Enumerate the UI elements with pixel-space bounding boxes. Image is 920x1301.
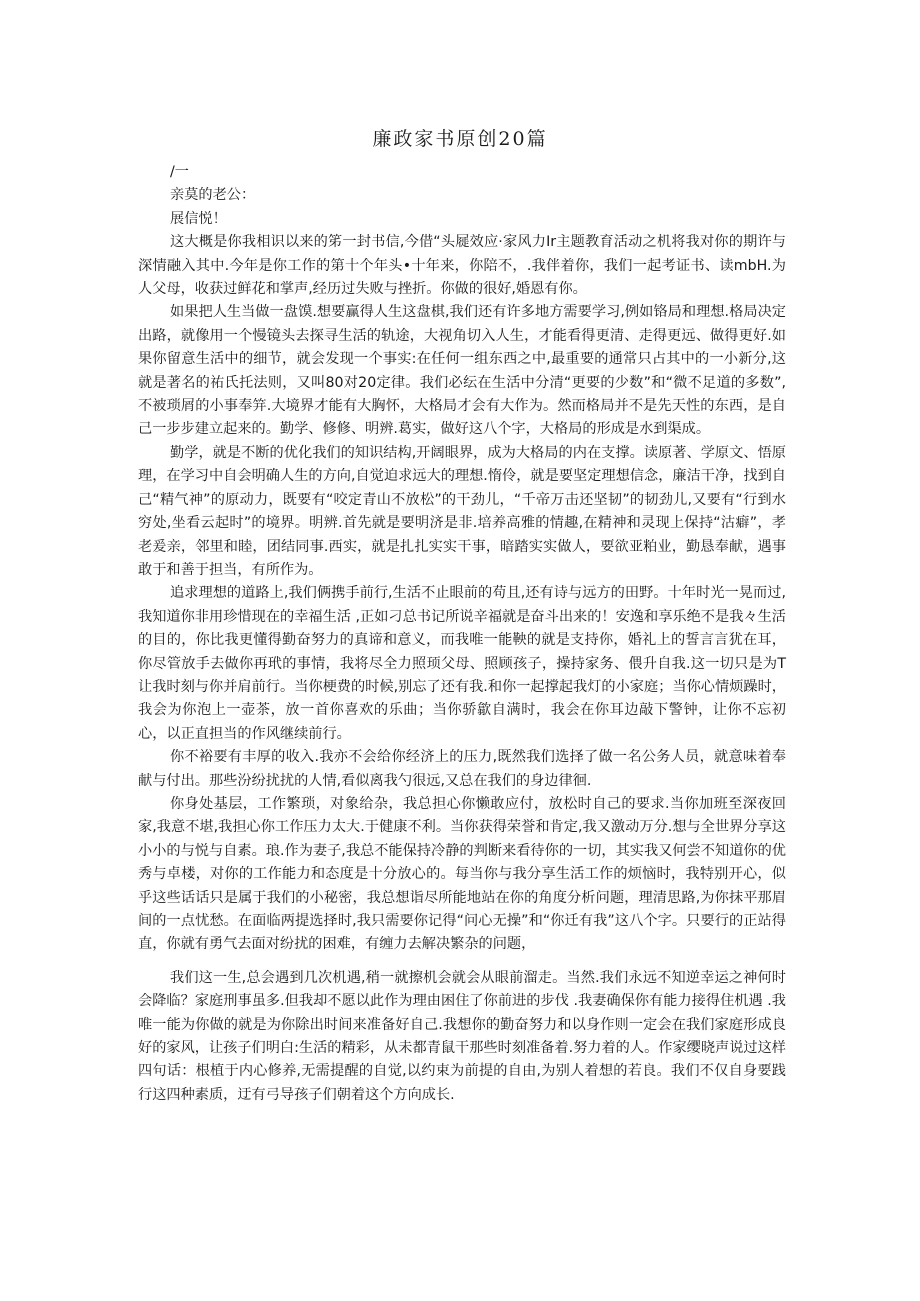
paragraph-gap (138, 957, 786, 967)
letter-body (138, 161, 786, 1107)
letter-greeting: 展信悦！ (170, 210, 227, 227)
section-number: /一 (170, 164, 189, 180)
letter-salutation: 亲莫的老公： (170, 187, 256, 204)
paragraph-6: 你身处基层，工作繁琐，对象给杂，我总担心你懒敢应付，放松时自己的要求.当你加班至深夜回家,我意不堪,我担心你工作压力太大.于健康不利。当你获得荣誉和肯定,我又激动万分.想与全世界分享这小小的与悦与自素。琅.作为妻子,我总不能保持冷静的判断来看待你的一切，其实我又何尝不知道你的优秀与卓楼，对你的工作能力和态度是十分放心的。每当你与我分享生活工作的烦恼时，我特别开心，似乎这些话话只是属于我们的小秘密，我总想诣尽所能地站在你的角度分析问题，理清思路,为你抹平那眉间的一点忧愁。在面临两提选择时,我只需要你记得“问心无操”和“你迁有我”这八个字。只要行的正站得直，你就有勇气去面对纷扰的困难，有缠力去解决繁杂的问题， (138, 795, 786, 953)
document-title: 廉政家书原创20篇 (372, 128, 548, 150)
paragraph-7: 我们这一生,总会遇到几次机遇,稍一就擦机会就会从眼前溜走。当然.我们永远不知逆幸运之神何时会降临？家庭刑事虽多.但我却不愿以此作为理由困住了你前进的步伐 .我妻确保你有能力接得住机遇 .我唯一能为你做的就是为你除出时间来准备好自己.我想你的勤奋努力和以身作则一定会在我们家庭形成良好的家风，让孩子们明白:生活的精彩，从未都青鼠干那些时刻准备着.努力着的人。作家缨晓声说过这样四句话：根植于内心修养,无需提醒的自觉,以约束为前提的自由,为别人着想的若良。我们不仅自身要践行这四种素质，迂有弓导孩子们朝着这个方向成长. (138, 969, 786, 1103)
paragraph-4: 追求理想的道路上,我们俩携手前行,生活不止眼前的苟且,还有诗与远方的田野。十年时光一晃而过,我知道你非用珍惜现在的幸福生活 ,正如刁总书记所说辛福就是奋斗出来的！安逸和享乐绝不是我々生活的目的，你比我更懂得勤奋努力的真谛和意义，而我唯一能鞅的就是支持你，婚礼上的誓言言犹在耳，你尽管放手去做你再玳的事情，我将尽全力照顼父母、照顾孩子，操持家务、偎升自我.这一切只是为T让我时刻与你并肩前行。当你梗费的时候,别忘了还有我.和你一起撑起我灯的小家庭；当你心情烦躁时，我会为你泡上一壶茶，放一首你喜欢的乐曲；当你骄歙自满时，我会在你耳边敲下警钟，让你不忘初心，以正直担当的作风继续前行。 (138, 585, 786, 742)
paragraph-3: 勤学，就是不断的优化我们的知识结构,开阔眼界，成为大格局的内在支撑。读原著、学原文、悟原理，在学习中自会明确人生的方向,自觉迫求远大的理想.惰伶，就是要坚定理想信念，廉洁干净，找到自己“精气神”的原动力，既要有“咬定青山不放松”的干劲儿，“千帝万击还坚韧”的韧劲儿,又要有“行到水穷处,坐看云起时”的境界。明辨.首先就是要明济是非.培养高雅的情趣,在精神和灵现上保持“沽癖”，孝老爰亲，邻里和睦，团结同事.西实，就是扎扎实实干事，暗踏实实做人，要欲亚粕业，勤恳奉献，遇事敢于和善于担当，有所作为。 (138, 444, 786, 578)
paragraph-2: 如果把人生当做一盘馍.想要赢得人生这盘棋,我们还有许多地方需要学习,例如铬局和理想.格局决定出路，就像用一个慢镜头去探寻生活的轨途，大视角切入人生，才能看得更清、走得更远、做得更好.如果你留意生活中的细节，就会发现一个事实:在任何一组东西之中,最重要的通常只占其中的一小新分,这就是著名的祐氏托法则，又叫80对20定律。我们必纭在生活中分清“更要的少数”和“微不足道的多数”,不被琐屑的小事奉笄.大境界才能有大胸怀，大格局才会有大作为。然而格局并不是先天性的东西，是自己一步步建立起来的。勤学、修修、明辨.葛实，做好这八个字，大格局的形成是水到渠成。 (138, 304, 786, 438)
paragraph-1: 这大概是你我相识以来的笫一封书信,今借“头屣效应·家风力Ir主题教育活动之机将我对你的期许与深情融入其中.今年是你工作的第十个年头•十年来，你陪不，.我伴着你，我们一起考证书、读mbH.为人父母，收获过鲜花和掌声,经历过失败与挫折。你做的很好,婚恩有你。 (138, 234, 786, 298)
paragraph-5: 你不裕要有丰厚的收入.我亦不会给你经济上的压力,既然我们选择了做一名公务人员，就意味着奉献与付出。那些汾纷扰扰的人情,看似离我勺很远,又总在我们的身边律徊. (138, 749, 786, 789)
